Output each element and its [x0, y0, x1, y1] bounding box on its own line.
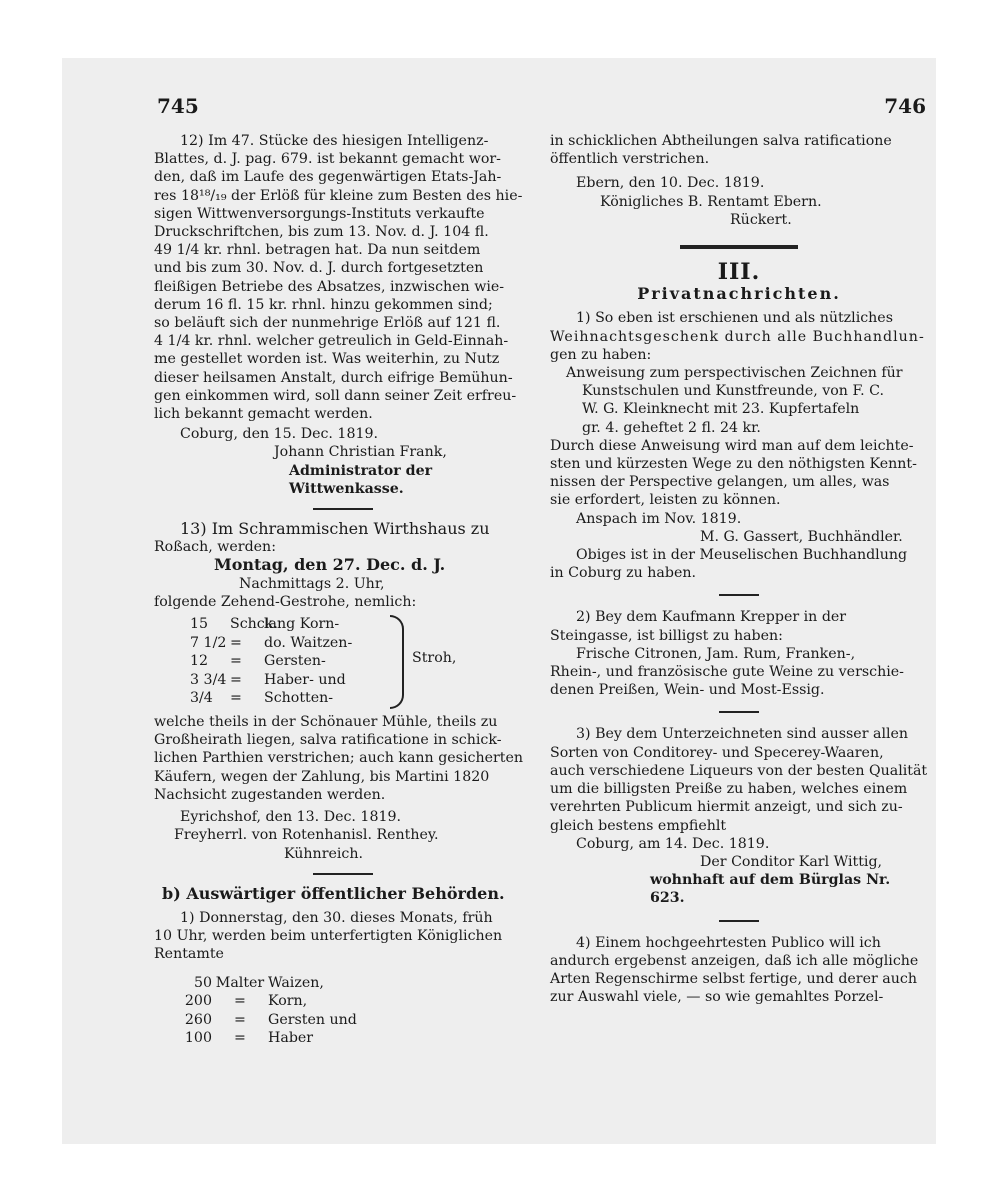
text-line: 4) Einem hochgeehrtesten Publico will ich: [576, 934, 881, 951]
signature: Johann Christian Frank,: [274, 444, 447, 461]
unit: =: [234, 993, 246, 1010]
text-line: 12) Im 47. Stücke des hiesigen Intelligenz-: [180, 133, 489, 149]
notice-13: [154, 520, 532, 863]
signature-address: wohnhaft auf dem Bürglas Nr. 623.: [650, 872, 891, 907]
signature-title: Administrator der Wittwenkasse.: [289, 462, 433, 497]
text-line: gen einkommen wird, soll dann seiner Zeit erfreu-: [154, 387, 517, 404]
unit: Malter: [215, 974, 265, 991]
unit: =: [234, 1030, 246, 1047]
divider: [313, 873, 373, 875]
item: Korn,: [268, 993, 308, 1010]
text-line: Rhein-, und französische gute Weine zu verschie-: [550, 664, 904, 681]
text-line: lich bekannt gemacht werden.: [154, 406, 373, 423]
straw-table: [190, 615, 532, 709]
table-row: [160, 1029, 532, 1048]
text-line: Nachsicht zugestanden werden.: [154, 786, 386, 803]
dateline: Coburg, am 14. Dec. 1819.: [576, 835, 770, 852]
unit: =: [230, 690, 242, 707]
text-line: Steingasse, ist billigst zu haben:: [550, 627, 783, 644]
divider: [719, 711, 759, 713]
signature: Freyherrl. von Rotenhanisl. Renthey.: [174, 827, 439, 844]
section-heading: b) Auswärtiger öffentlicher Behörden.: [162, 883, 505, 903]
table-row: [190, 689, 532, 708]
text-line: lichen Parthien verstrichen; auch kann gesicherten: [154, 750, 523, 767]
right-column: [550, 132, 928, 1006]
text-line: me gestellet worden ist. Was weiterhin, zu Nutz: [154, 351, 500, 368]
table-row: [190, 652, 532, 671]
table-row: [160, 1011, 532, 1030]
newspaper-page: [62, 58, 936, 1144]
text-line: 13) Im Schrammischen Wirthshaus zu: [180, 519, 490, 539]
text-line: 3) Bey dem Unterzeichneten sind ausser allen: [576, 726, 909, 743]
dateline: Eyrichshof, den 13. Dec. 1819.: [180, 809, 402, 826]
text-line: gen zu haben:: [550, 346, 652, 363]
dateline: Ebern, den 10. Dec. 1819.: [576, 175, 765, 192]
left-column: [154, 132, 532, 1048]
unit: =: [230, 653, 242, 670]
book-price: gr. 4. geheftet 2 fl. 24 kr.: [582, 419, 761, 436]
table-row: [160, 992, 532, 1011]
private-notice-3: [550, 725, 928, 907]
text-line: 1) Donnerstag, den 30. dieses Monats, früh: [180, 909, 493, 926]
unit: Schck.: [230, 616, 278, 633]
qty: 3/4: [190, 690, 213, 707]
qty: 100: [184, 1030, 212, 1047]
item: Haber: [268, 1030, 314, 1047]
text-line: Obiges ist in der Meuselischen Buchhandlung: [576, 547, 908, 564]
text-line: Druckschriftchen, bis zum 13. Nov. d. J. 104 fl.: [154, 224, 489, 241]
text-line: Weihnachtsgeschenk durch alle Buchhandlun-: [550, 328, 925, 345]
grain-table: [160, 974, 532, 1048]
text-line: Sorten von Conditorey- und Specerey-Waaren,: [550, 744, 884, 761]
text-line: Blattes, d. J. pag. 679. ist bekannt gemacht wor-: [154, 151, 501, 168]
text-line: Frische Citronen, Jam. Rum, Franken-,: [576, 645, 856, 662]
text-line: Roßach, werden:: [154, 539, 276, 556]
text-line: nissen der Perspective gelangen, um alles, was: [550, 474, 890, 491]
unit: =: [234, 1011, 246, 1028]
signature: M. G. Gassert, Buchhändler.: [700, 528, 903, 545]
divider: [313, 508, 373, 510]
private-notice-4: [550, 934, 928, 1007]
text-line: andurch ergebenst anzeigen, daß ich alle mögliche: [550, 952, 919, 969]
text-line: 49 1/4 kr. rhnl. betragen hat. Da nun seitdem: [154, 242, 481, 259]
notice-12: [154, 132, 532, 498]
qty: 3 3/4: [190, 671, 227, 688]
text-line: folgende Zehend-Gestrohe, nemlich:: [154, 593, 417, 610]
text-line: 1) So eben ist erschienen und als nützliches: [576, 310, 893, 327]
text-line: sie erfordert, leisten zu können.: [550, 492, 781, 509]
text-line: so beläuft sich der nunmehrige Erlöß auf 121 fl.: [154, 315, 501, 332]
unit: =: [230, 634, 242, 651]
table-row: [190, 634, 532, 653]
notice-b1: [154, 909, 532, 1048]
book-title: Anweisung zum perspectivischen Zeichnen für: [566, 365, 903, 382]
qty: 200: [184, 993, 212, 1010]
unit: =: [230, 671, 242, 688]
signature-name: Kühnreich.: [284, 845, 364, 862]
book-title: Kunstschulen und Kunstfreunde, von F. C.: [582, 383, 884, 400]
text-line: denen Preißen, Wein- und Most-Essig.: [550, 682, 825, 699]
text-line: Arten Regenschirme selbst fertige, und derer auch: [550, 970, 917, 987]
text-line: Käufern, wegen der Zahlung, bis Martini 1820: [154, 768, 490, 785]
notice-b1-continued: [550, 132, 928, 229]
text-line: auch verschiedene Liqueurs von der besten Qualität: [550, 762, 928, 779]
text-line: gleich bestens empfiehlt: [550, 817, 727, 834]
item: Haber- und: [264, 671, 346, 688]
text-line: in Coburg zu haben.: [550, 565, 697, 582]
text-line: derum 16 fl. 15 kr. rhnl. hinzu gekommen sind;: [154, 296, 493, 313]
brace: [390, 615, 404, 709]
text-line: fleißigen Betriebe des Absatzes, inzwischen wie-: [154, 278, 505, 295]
text-line: öffentlich verstrichen.: [550, 151, 710, 168]
dateline: Coburg, den 15. Dec. 1819.: [180, 426, 379, 443]
qty: 12: [190, 653, 209, 670]
table-row: [190, 615, 532, 634]
qty: 15: [190, 616, 209, 633]
table-row: [190, 671, 532, 690]
item: Gersten-: [264, 653, 326, 670]
item: Schotten-: [264, 690, 334, 707]
signature: Königliches B. Rentamt Ebern.: [600, 193, 822, 210]
text-line: zur Auswahl viele, — so wie gemahltes Porzel-: [550, 989, 884, 1006]
item: lang Korn-: [264, 616, 340, 633]
text-line: dieser heilsamen Anstalt, durch eifrige Bemühun-: [154, 369, 513, 386]
item: Gersten und: [268, 1011, 357, 1028]
qty: 260: [184, 1011, 212, 1028]
section-number: III.: [717, 259, 761, 286]
divider: [719, 594, 759, 596]
dateline: Anspach im Nov. 1819.: [576, 510, 742, 527]
item: do. Waitzen-: [264, 634, 353, 651]
book-title: W. G. Kleinknecht mit 23. Kupfertafeln: [582, 401, 860, 418]
text-line: res 18¹⁸/₁₉ der Erlöß für kleine zum Besten des hie-: [154, 187, 523, 204]
auction-time: Nachmittags 2. Uhr,: [239, 575, 385, 592]
text-line: 2) Bey dem Kaufmann Krepper in der: [576, 609, 847, 626]
text-line: sigen Wittwenversorgungs-Instituts verkaufte: [154, 205, 485, 222]
text-line: den, daß im Laufe des gegenwärtigen Etats-Jah-: [154, 169, 502, 186]
private-notice-2: [550, 608, 928, 699]
section-heading: Privatnachrichten.: [637, 284, 841, 304]
text-line: Großheirath liegen, salva ratificatione in schick-: [154, 732, 502, 749]
text-line: welche theils in der Schönauer Mühle, theils zu: [154, 714, 498, 731]
text-line: in schicklichen Abtheilungen salva ratificatione: [550, 133, 892, 149]
text-line: Durch diese Anweisung wird man auf dem leichte-: [550, 437, 914, 454]
signature-name: Rückert.: [730, 211, 792, 228]
text-line: 4 1/4 kr. rhnl. welcher getreulich in Geld-Einnah-: [154, 333, 509, 350]
auction-date: Montag, den 27. Dec. d. J.: [214, 555, 446, 575]
signature: Der Conditor Karl Wittig,: [700, 853, 883, 870]
page-number-left: 745: [157, 94, 199, 118]
table-row: [160, 974, 532, 993]
section-divider: [680, 245, 798, 249]
text-line: Rentamte: [154, 946, 224, 963]
text-line: verehrten Publicum hiermit anzeigt, und sich zu-: [550, 799, 903, 816]
qty: 50: [193, 974, 212, 991]
qty: 7 1/2: [190, 634, 227, 651]
text-line: 10 Uhr, werden beim unterfertigten Königlichen: [154, 928, 503, 945]
divider: [719, 920, 759, 922]
text-line: sten und kürzesten Wege zu den nöthigsten Kennt-: [550, 456, 917, 473]
text-line: um die billigsten Preiße zu haben, welches einem: [550, 781, 908, 798]
brace-label: Stroh,: [412, 650, 457, 667]
item: Waizen,: [268, 974, 324, 991]
private-notice-1: [550, 309, 928, 582]
text-line: und bis zum 30. Nov. d. J. durch fortgesetzten: [154, 260, 484, 277]
page-number-right: 746: [884, 94, 926, 118]
